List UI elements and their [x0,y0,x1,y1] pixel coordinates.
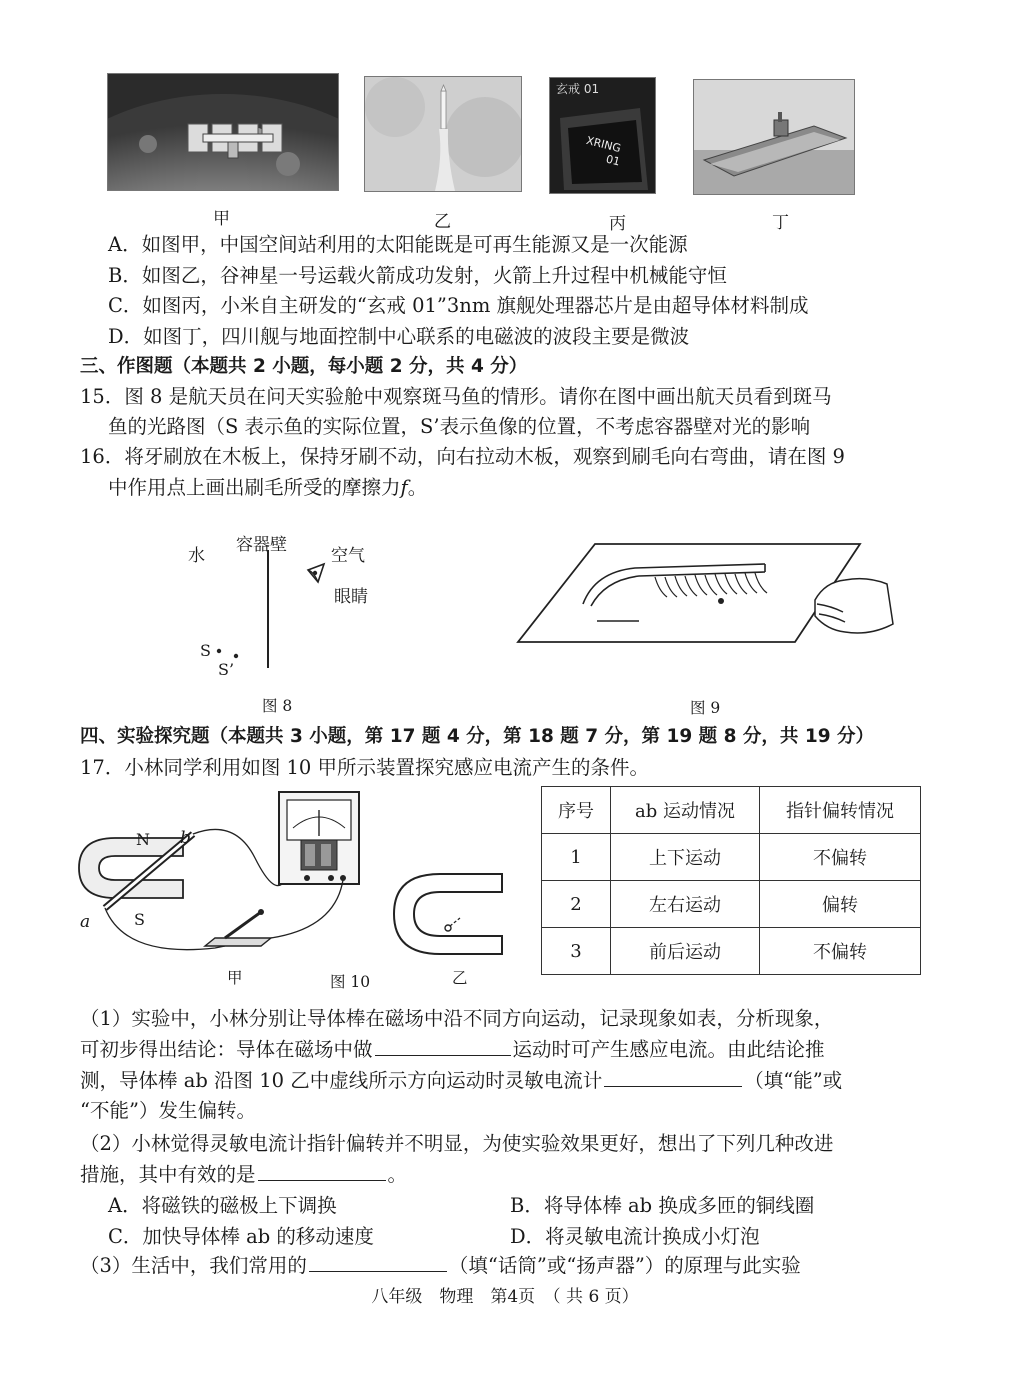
q17-2-line-2-end: 。 [387,1163,408,1186]
table-cell: 偏转 [760,881,921,928]
q14-option-c: C．如图丙，小米自主研发的“玄戒 01”3nm 旗舰处理器芯片是由超导体材料制成 [108,294,809,317]
toothbrush [583,564,767,606]
photo-label-ding: 丁 [772,213,789,233]
fig8-caption: 图 8 [262,697,293,715]
fig10-label-yi: 乙 [452,969,468,987]
photo-label-bing: 丙 [609,214,626,234]
photo-space-station [107,73,339,191]
q17-1-line-1: （1）实验中，小林分别让导体棒在磁场中沿不同方向运动，记录现象如表，分析现象， [80,1007,834,1030]
fig9-caption: 图 9 [690,699,721,717]
fish-image-point-s-prime [234,654,238,658]
fig8-label-wall: 容器壁 [236,535,287,555]
table-cell: 左右运动 [611,881,760,928]
q17-intro: 17．小林同学利用如图 10 甲所示装置探究感应电流产生的条件。 [80,756,650,779]
table-cell: 3 [542,928,611,975]
q16-line-2 [108,473,950,503]
q14-option-b: B．如图乙，谷神星一号运载火箭成功发射，火箭上升过程中机械能守恒 [108,264,727,287]
answer-blank-motion[interactable] [375,1035,511,1056]
figure-9-diagram [515,540,895,650]
section-4-title: 四、实验探究题（本题共 3 小题，第 17 题 4 分，第 18 题 7 分，第 19 题 8 分，共 19 分） [80,726,875,747]
table-cell: 上下运动 [611,834,760,881]
q16-line-2-text: 中作用点上画出刷毛所受的摩擦力 [108,476,401,499]
figure-10-apparatus [75,788,375,963]
q17-1-line-2-end: 运动时可产生感应电流。由此结论推 [512,1038,825,1061]
action-point [718,598,724,604]
fig10-label-b: b [180,828,191,848]
q17-1-line-3-end: （填“能”或 [744,1069,843,1092]
figure-10-yi-magnet [390,870,510,960]
table-header-cell: 指针偏转情况 [760,787,921,834]
fig8-label-s-prime: S’ [218,660,235,679]
photo-label-jia: 甲 [213,209,230,229]
q17-2-line-2-text: 措施，其中有效的是 [80,1163,256,1186]
q17-3-text: （3）生活中，我们常用的 [80,1254,307,1277]
table-cell: 2 [542,881,611,928]
q15-line-1: 15．图 8 是航天员在问天实验舱中观察斑马鱼的情形。请你在图中画出航天员看到斑马 [80,385,832,408]
friction-symbol: f [400,476,408,499]
fig8-label-eye: 眼睛 [334,587,368,607]
fig10-caption: 图 10 [330,973,371,991]
fig10-label-jia: 甲 [227,969,243,987]
fig8-label-air: 空气 [331,546,365,566]
answer-blank-deflect[interactable] [604,1066,742,1087]
photo-xring-chip [549,77,656,194]
fig8-label-s: S [200,641,211,660]
q14-option-a: A．如图甲，中国空间站利用的太阳能既是可再生能源又是一次能源 [108,233,688,256]
q17-1-line-4: “不能”）发生偏转。 [80,1099,256,1122]
q17-2-option-c: C．加快导体棒 ab 的移动速度 [108,1225,374,1248]
table-header-cell: 序号 [542,787,611,834]
q17-1-line-3-text: 测，导体棒 ab 沿图 10 乙中虚线所示方向运动时灵敏电流计 [80,1069,603,1092]
fig10-label-s: S [134,910,145,929]
q14-option-d: D．如图丁，四川舰与地面控制中心联系的电磁波的波段主要是微波 [108,325,690,348]
space-station-image [108,74,338,190]
q17-2-line-1: （2）小林觉得灵敏电流计指针偏转并不明显，为使实验效果更好，想出了下列几种改进 [80,1132,834,1155]
answer-blank-measures[interactable] [258,1160,386,1181]
fig10-label-n: N [136,830,150,849]
results-table [541,786,921,975]
photo-rocket-launch [364,76,522,192]
answer-blank-device[interactable] [309,1251,447,1272]
eye-icon [308,564,324,582]
table-row [542,881,921,928]
chip-number-text: 01 [604,152,622,169]
wire-a [105,908,225,950]
q17-3-end: （填“话筒”或“扬声器”）的原理与此实验 [448,1254,801,1277]
table-row [542,928,921,975]
photo-label-yi: 乙 [434,212,451,232]
photo-sichuan-ship [693,79,855,195]
switch [205,909,271,946]
q16-line-1: 16．将牙刷放在木板上，保持牙刷不动，向右拉动木板，观察到刷毛向右弯曲，请在图 9 [80,445,845,468]
q17-2-option-d: D．将灵敏电流计换成小灯泡 [510,1225,760,1248]
fish-point-s [217,649,221,653]
table-cell: 1 [542,834,611,881]
q17-2-option-b: B．将导体棒 ab 换成多匝的铜线圈 [510,1194,815,1217]
q17-3-line [80,1251,950,1281]
wire-b [193,829,285,885]
chip-xring-text: XRING [584,133,623,156]
wooden-board [518,544,860,642]
rocket-launch-image [365,77,521,191]
table-header-cell: ab 运动情况 [611,787,760,834]
q17-1-line-3 [80,1066,950,1096]
q16-line-2-end: 。 [407,476,428,499]
q15-line-2: 鱼的光路图（S 表示鱼的实际位置，S’表示鱼像的位置，不考虑容器壁对光的影响 [108,415,811,438]
fig10-label-a: a [80,912,91,932]
wire-switch [271,880,343,938]
galvanometer [279,792,359,884]
fig8-label-water: 水 [188,546,205,566]
table-header-row [542,787,921,834]
q17-2-option-a: A．将磁铁的磁极上下调换 [108,1194,337,1217]
hand-icon [815,579,893,633]
table-cell: 不偏转 [760,928,921,975]
figure-8-diagram [190,550,350,685]
motion-direction-dashed [450,918,460,926]
table-row [542,834,921,881]
chip-brand-text: 玄戒 01 [556,82,600,96]
q17-2-line-2 [80,1160,950,1190]
section-3-title: 三、作图题（本题共 2 小题，每小题 2 分，共 4 分） [80,356,528,377]
q17-1-line-2-text: 可初步得出结论：导体在磁场中做 [80,1038,373,1061]
page-footer: 八年级 物理 第4页 （ 共 6 页） [371,1287,639,1307]
table-cell: 前后运动 [611,928,760,975]
ship-image [694,80,854,194]
table-cell: 不偏转 [760,834,921,881]
q17-1-line-2 [80,1035,950,1065]
